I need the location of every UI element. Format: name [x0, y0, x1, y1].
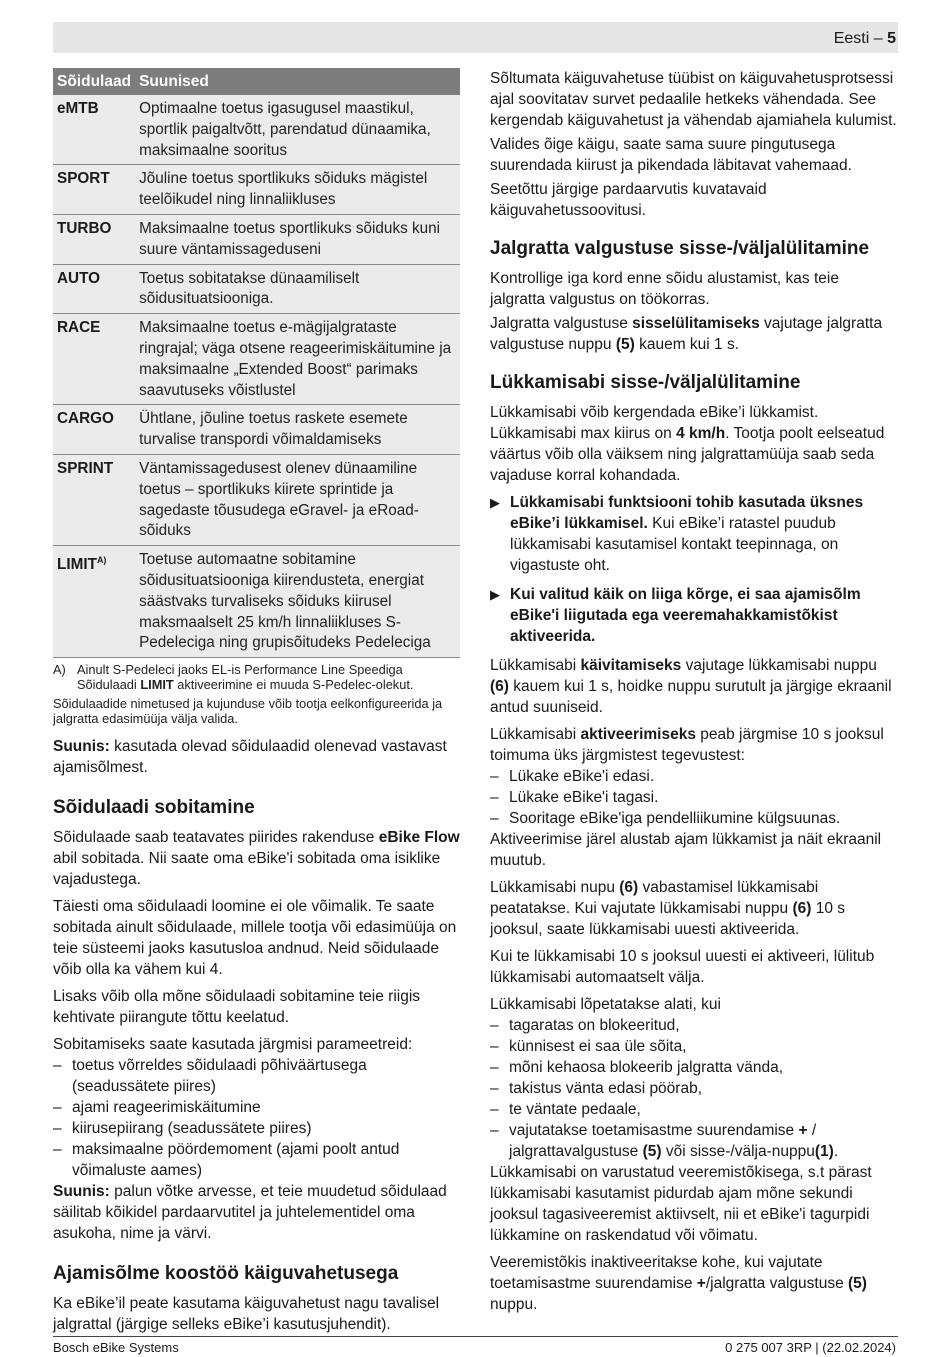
list-item: – te väntate pedaale,: [490, 1099, 898, 1120]
warning-item: [490, 584, 898, 647]
note-text: kasutada olevad sõidulaadid olenevad vastavast ajamisõlmest.: [53, 738, 447, 777]
footer-divider: [53, 1336, 898, 1337]
mode-name: eMTB: [53, 95, 135, 165]
header-separator: –: [869, 30, 888, 47]
text: . Tootja poolt eelseatud väärtus võib olla väiksem ning jalgrattamüüja saab seda vajaduse korral kohandada.: [490, 425, 885, 484]
paragraph: Lükkamisabi on varustatud veeremistõkisega, s.t pärast lükkamisabi kasutamist pidurdab ajam mõne sekundi jooksul tagasiveeremist aktiivselt, nii et eBike'i tagurpidi lükkamine on raskendatud või võimatu.: [490, 1164, 872, 1244]
list-item: – ajami reageerimiskäitumine: [53, 1097, 460, 1118]
text: kauem kui 1 s, hoidke nuppu surutult ja järgige ekraanil antud suuniseid.: [490, 678, 892, 716]
section-heading: Ajamisõlme koostöö käiguvahetusega: [53, 1263, 399, 1285]
text: Lükkamisabi max kiirus on: [490, 425, 677, 442]
list-item: – maksimaalne pöördemoment (ajami poolt antud võimaluste aames): [53, 1139, 460, 1181]
note-paragraph: [53, 736, 460, 778]
section-heading: Jalgratta valgustuse sisse-/väljalülitamine: [490, 238, 870, 259]
button-ref: (6): [490, 678, 509, 695]
paragraph: Sõltumata käiguvahetuse tüübist on käiguvahetusprotsessi ajal soovitatav survet pedaalile hetkeks vähendada. See kergendab käiguvahetust ja vähendab ajamiahela kulumist.: [490, 70, 897, 129]
paragraph: [490, 655, 898, 718]
paragraph: Sobitamiseks saate kasutada järgmisi parameetreid:: [53, 1036, 413, 1054]
left-column: [53, 68, 460, 1341]
list-item: – künnisest ei saa üle sõita,: [490, 1036, 898, 1057]
text: abil sobitada. Nii saate oma eBike'i sobitada oma isiklike vajadustega.: [53, 850, 441, 889]
right-column: [490, 68, 898, 1321]
text: kauem kui 1 s.: [634, 336, 740, 353]
footnote-a: [77, 662, 460, 692]
footnote-text: Ainult S-Pedeleci jaoks EL-is Performance Line Speediga Sõidulaadi: [77, 662, 403, 693]
mode-desc: Toetuse automaatne sobitamine sõidusituatsiooniga kiirendusteta, energiat säästvaks turvaliseks sõiduks kiirusel maksmaalselt 25 km/h linnaliikluses S-Pedeleciga ning grupisõitudeks Pedeleciga: [135, 546, 460, 658]
stop-conditions-list: [490, 1015, 898, 1162]
warning-bold: Kui valitud käik on liiga kõrge, ei saa ajamisõlm eBike'i liigutada ega veeremahakkamistõkist aktiveerida.: [510, 586, 861, 645]
paragraph: Lisaks võib olla mõne sõidulaadi sobitamine teie riigis kehtivate piirangute tõttu keelatud.: [53, 988, 421, 1027]
text: Lükkamisabi nupu: [490, 879, 620, 896]
header-bar: [53, 22, 898, 53]
table-row: [53, 165, 460, 215]
text: nuppu.: [490, 1296, 538, 1313]
footer-brand: Bosch eBike Systems: [53, 1340, 179, 1355]
button-ref: (5): [848, 1275, 867, 1292]
button-ref: (6): [619, 879, 639, 896]
paragraph: Ka eBike’il peate kasutama käiguvahetust nagu tavalisel jalgrattal (järgige selleks eBike’i kasutusjuhendit).: [53, 1295, 440, 1334]
text: Lükkamisabi: [490, 726, 581, 743]
paragraph: [53, 827, 460, 890]
list-item: – takistus vänta edasi pöörab,: [490, 1078, 898, 1099]
table-row: [53, 546, 460, 658]
text: / jalgrattavalgustuse: [509, 1122, 817, 1160]
table-row: [53, 264, 460, 314]
table-row: [53, 95, 460, 165]
mode-desc: Jõuline toetus sportlikuks sõiduks mägistel teelõikudel ning linnaliikluses: [135, 165, 460, 215]
mode-desc: Optimaalne toetus igasugusel maastikul, sportlik paigaltvõtt, parendatud dünaamika, maksimaalne sooritus: [135, 95, 460, 165]
table-row: [53, 314, 460, 405]
app-name: eBike Flow: [378, 829, 460, 847]
plus-ref: +: [696, 1275, 706, 1292]
list-item: – toetus võrreldes sõidulaadi põhiväärtusega (seadussätete piires): [53, 1055, 460, 1097]
list-item: – Lükake eBike'i tagasi.: [490, 787, 898, 808]
mode-desc: Maksimaalne toetus e-mägijalgrataste ringrajal; väga otsene reageerimiskäitumine ja maksimaalne „Extended Boost“ parimaks saavutuseks võistlustel: [135, 314, 460, 405]
note-paragraph: [53, 1181, 460, 1244]
footnote-note: Sõidulaadide nimetused ja kujunduse võib tootja eelkonfigureerida ja jalgratta edasimüüja välja valida.: [53, 696, 443, 727]
text: Lükkamisabi: [490, 657, 581, 674]
text: .: [833, 1143, 839, 1160]
button-ref: (5): [615, 336, 635, 353]
text-bold: sisselülitamiseks: [632, 315, 760, 332]
paragraph: Kui te lükkamisabi 10 s jooksul uuesti ei aktiveeri, lülitub lükkamisabi automaatselt välja.: [490, 948, 875, 986]
arrow-right-icon: ▶: [490, 587, 500, 602]
text: vabastamisel lükkamisabi peatatakse. Kui vajutate lükkamisabi nuppu: [490, 879, 819, 917]
mode-name: AUTO: [53, 264, 135, 314]
paragraph: Aktiveerimise järel alustab ajam lükkamist ja näit ekraanil muutub.: [490, 831, 882, 869]
mode-desc: Maksimaalne toetus sportlikuks sõiduks kuni suure väntamissageduseni: [135, 214, 460, 264]
paragraph: Seetõttu järgige pardaarvutis kuvatavaid käiguvahetussoovitusi.: [490, 181, 767, 219]
table-footnotes: [53, 662, 460, 726]
mode-name: [53, 546, 135, 658]
table-header-mode: Sõidulaad: [53, 68, 135, 95]
text: või sisse-/välja-nuppu: [661, 1143, 815, 1160]
header-language: Eesti: [833, 30, 870, 47]
paragraph: [490, 423, 898, 486]
footnote-text: aktiveerimine ei muuda S-Pedelec-olekut.: [173, 677, 414, 693]
warning-text: Kui eBike’i ratastel puudub lükkamisabi kasutamisel kontakt teepinnaga, on vigastuste oht.: [510, 515, 839, 574]
table-row: [53, 454, 460, 545]
section-heading: Lükkamisabi sisse-/väljalülitamine: [490, 372, 801, 393]
paragraph: [490, 313, 898, 355]
footnote-marker: A): [96, 555, 107, 566]
list-item: – tagaratas on blokeeritud,: [490, 1015, 898, 1036]
page-number: 5: [887, 30, 896, 47]
speed-value: 4 km/h: [676, 425, 726, 442]
plus-ref: +: [798, 1122, 808, 1139]
mode-desc: Ühtlane, jõuline toetus raskete esemete turvalise transpordi võimaldamiseks: [135, 405, 460, 455]
note-label: Suunis:: [53, 1183, 110, 1201]
button-ref: (5): [642, 1143, 662, 1160]
parameter-list: [53, 1055, 460, 1181]
list-item: – kiirusepiirang (seadussätete piires): [53, 1118, 460, 1139]
mode-name: CARGO: [53, 405, 135, 455]
paragraph: Kontrollige iga kord enne sõidu alustamist, kas teie jalgratta valgustus on töökorras.: [490, 270, 839, 308]
text: Veeremistõkis inaktiveeritakse kohe, kui vajutate toetamisastme suurendamise: [490, 1254, 823, 1292]
button-ref: (1): [814, 1143, 834, 1160]
text: peab järgmise 10 s jooksul toimuma üks järgmistest tegevustest:: [490, 726, 884, 764]
text: vajutatakse toetamisastme suurendamise: [509, 1122, 799, 1139]
riding-mode-table: [53, 68, 460, 658]
mode-desc: Väntamissagedusest olenev dünaamiline toetus – sportlikuks kiirete sprintide ja sagedaste tõusudega eGravel- ja eRoad-sõiduks: [135, 454, 460, 545]
section-heading: Sõidulaadi sobitamine: [53, 797, 255, 819]
warning-bold: Lükkamisabi funktsiooni tohib kasutada üksnes eBike’i lükkamisel.: [510, 494, 864, 532]
paragraph: Lükkamisabi lõpetatakse alati, kui: [490, 996, 721, 1013]
footnote-key: A): [53, 662, 66, 678]
list-item: – mõni kehaosa blokeerib jalgratta vända,: [490, 1057, 898, 1078]
list-item: [490, 1120, 898, 1162]
list-item: – Lükake eBike'i edasi.: [490, 766, 898, 787]
paragraph: Valides õige käigu, saate sama suure pingutusega suurendada kiirust ja pikendada läbitavat vahemaad.: [490, 136, 852, 174]
table-row: [53, 214, 460, 264]
mode-name-text: LIMIT: [57, 556, 97, 574]
text: 10 s jooksul, saate lükkamisabi uuesti aktiveerida.: [490, 900, 846, 938]
activation-list: [490, 766, 898, 829]
text: vajutage lükkamisabi nuppu: [681, 657, 877, 674]
text-bold: aktiveerimiseks: [580, 726, 696, 743]
button-ref: (6): [792, 900, 812, 917]
paragraph: Lükkamisabi võib kergendada eBike’i lükkamist.: [490, 404, 819, 421]
text: /jalgratta valgustuse: [705, 1275, 848, 1292]
page-header: [834, 30, 896, 48]
mode-name: SPRINT: [53, 454, 135, 545]
note-label: Suunis:: [53, 738, 110, 756]
text-bold: käivitamiseks: [580, 657, 682, 674]
footer-doc-id: 0 275 007 3RP | (22.02.2024): [725, 1340, 896, 1355]
arrow-right-icon: ▶: [490, 495, 500, 510]
table-header-guidelines: Suunised: [135, 68, 460, 95]
list-item: – Sooritage eBike'iga pendelliikumine külgsuunas.: [490, 808, 898, 829]
paragraph: [490, 724, 898, 766]
warning-item: [490, 492, 898, 576]
table-row: [53, 405, 460, 455]
text: Sõidulaade saab teatavates piirides rakenduse: [53, 829, 379, 847]
footnote-bold: LIMIT: [140, 677, 174, 693]
text: Jalgratta valgustuse: [490, 315, 633, 332]
paragraph: Täiesti oma sõidulaadi loomine ei ole võimalik. Te saate sobitada ainult sõidulaade, millele tootja või edasimüüja on teie süsteemi jaoks kasutusloa andnud. Neid sõidulaade võib olla ka vähem kui 4.: [53, 898, 457, 979]
mode-name: TURBO: [53, 214, 135, 264]
paragraph: [490, 877, 898, 940]
mode-desc: Toetus sobitatakse dünaamiliselt sõidusituatsiooniga.: [135, 264, 460, 314]
mode-name: SPORT: [53, 165, 135, 215]
paragraph: [490, 1252, 898, 1315]
text: vajutage jalgratta valgustuse nuppu: [490, 315, 883, 353]
note-text: palun võtke arvesse, et teie muudetud sõidulaad säilitab kõikidel pardaarvutitel ja juhtelementidel oma asukoha, nime ja värvi.: [53, 1183, 447, 1243]
mode-name: RACE: [53, 314, 135, 405]
